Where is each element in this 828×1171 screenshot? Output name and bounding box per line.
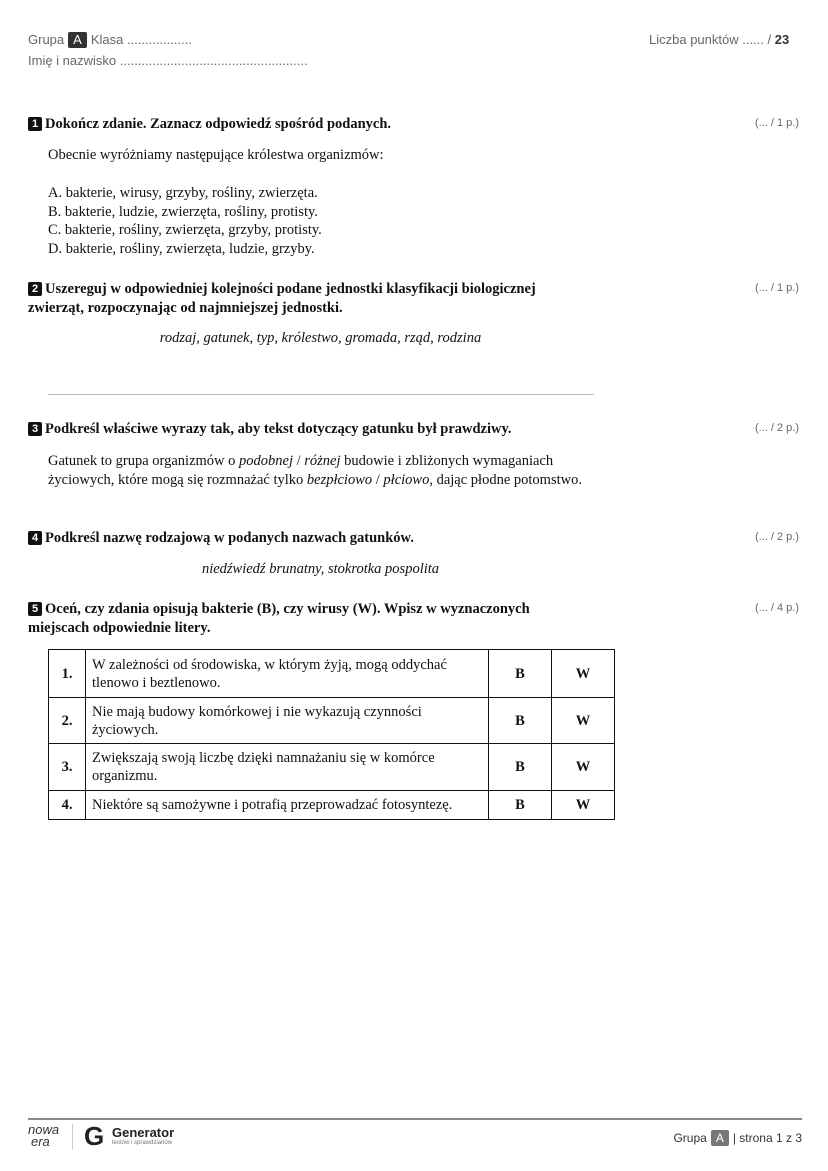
row-text: W zależności od środowiska, w którym żyją, mogą oddychać tlenowo i beztlenowo. bbox=[86, 650, 489, 698]
footer-divider bbox=[28, 1118, 802, 1120]
choice-plciowo[interactable]: płciowo bbox=[383, 471, 430, 488]
question-text: Podkreśl nazwę rodzajową w podanych nazwach gatunków. bbox=[45, 530, 414, 546]
separator: / bbox=[372, 471, 384, 488]
question-text: Oceń, czy zdania opisują bakterie (B), czy wirusy (W). Wpisz w wyznaczonych miejscach odpowiednie litery. bbox=[28, 601, 530, 636]
option-b[interactable]: B. bakterie, ludzie, zwierzęta, rośliny, protisty. bbox=[48, 203, 318, 220]
question-points: (... / 4 p.) bbox=[755, 602, 800, 614]
logo-divider bbox=[72, 1124, 73, 1150]
question-number: 2 bbox=[28, 282, 42, 296]
name-field[interactable]: Imię i nazwisko .................................................... bbox=[28, 53, 308, 68]
question-2-words: rodzaj, gatunek, typ, królestwo, gromada, rząd, rodzina bbox=[159, 330, 482, 346]
table-row bbox=[49, 650, 615, 698]
row-number: 3. bbox=[49, 744, 86, 791]
choice-roznej[interactable]: różnej bbox=[304, 453, 341, 469]
option-a[interactable]: A. bakterie, wirusy, grzyby, rośliny, zwierzęta. bbox=[48, 185, 318, 201]
group-label: Grupa bbox=[673, 1131, 707, 1145]
question-points: (... / 2 p.) bbox=[755, 531, 800, 543]
question-1-options bbox=[48, 184, 608, 258]
choice-bezplciowo[interactable]: bezpłciowo bbox=[306, 471, 373, 488]
group-label: Grupa bbox=[28, 32, 65, 47]
question-3-text bbox=[48, 452, 608, 489]
question-text: Podkreśl właściwe wyrazy tak, aby tekst dotyczący gatunku był prawdziwy. bbox=[45, 421, 512, 437]
answer-w[interactable]: W bbox=[552, 791, 615, 820]
row-number: 4. bbox=[49, 791, 86, 820]
table-row bbox=[49, 744, 615, 791]
group-line bbox=[28, 32, 192, 48]
class-field[interactable]: Klasa .................. bbox=[90, 32, 192, 47]
answer-b[interactable]: B bbox=[489, 650, 552, 698]
question-1-title bbox=[28, 115, 588, 134]
row-text: Nie mają budowy komórkowej i nie wykazują czynności życiowych. bbox=[86, 698, 489, 744]
points-max: 23 bbox=[774, 32, 790, 47]
option-c[interactable]: C. bakterie, rośliny, zwierzęta, grzyby, protisty. bbox=[48, 222, 322, 238]
question-1-stem: Obecnie wyróżniamy następujące królestwa organizmów: bbox=[48, 147, 384, 163]
text: budowie i zbliżonych wymaganiach życiowych, które mogą się rozmnażać tylko bbox=[48, 453, 554, 488]
answer-w[interactable]: W bbox=[552, 698, 615, 744]
text: Gatunek to grupa organizmów o bbox=[48, 453, 240, 469]
question-5-title bbox=[28, 600, 588, 638]
question-4-title bbox=[28, 529, 588, 548]
group-badge: A bbox=[68, 32, 87, 48]
row-number: 2. bbox=[49, 698, 86, 744]
text: , dając płodne potomstwo. bbox=[429, 471, 582, 488]
logo-text: nowa bbox=[28, 1122, 60, 1137]
question-3-title bbox=[28, 420, 588, 439]
logo-subtext: testów i sprawdzianów bbox=[112, 1140, 173, 1146]
question-number: 1 bbox=[28, 117, 42, 131]
question-number: 3 bbox=[28, 422, 42, 436]
question-4-words[interactable]: niedźwiedź brunatny, stokrotka pospolita bbox=[201, 561, 440, 577]
separator: / bbox=[292, 453, 305, 469]
question-points: (... / 1 p.) bbox=[755, 282, 800, 294]
answer-w[interactable]: W bbox=[552, 744, 615, 791]
choice-podobnej[interactable]: podobnej bbox=[239, 453, 293, 469]
answer-line[interactable] bbox=[48, 394, 594, 395]
question-points: (... / 1 p.) bbox=[755, 117, 800, 129]
points-total bbox=[649, 32, 789, 47]
page-number: | strona 1 z 3 bbox=[732, 1131, 802, 1145]
generator-g-icon: G bbox=[84, 1121, 105, 1151]
question-number: 5 bbox=[28, 602, 42, 616]
answer-w[interactable]: W bbox=[552, 650, 615, 698]
answer-b[interactable]: B bbox=[489, 698, 552, 744]
question-text: Dokończ zdanie. Zaznacz odpowiedź spośród podanych. bbox=[45, 116, 392, 132]
group-badge: A bbox=[711, 1130, 729, 1146]
table-row bbox=[49, 791, 615, 820]
table-row bbox=[49, 698, 615, 744]
answer-b[interactable]: B bbox=[489, 744, 552, 791]
logo-text: Generator bbox=[112, 1125, 175, 1140]
nowa-era-logo bbox=[28, 1124, 59, 1148]
option-d[interactable]: D. bakterie, rośliny, zwierzęta, ludzie, grzyby. bbox=[48, 240, 315, 257]
row-number: 1. bbox=[49, 650, 86, 698]
question-number: 4 bbox=[28, 531, 42, 545]
question-text: Uszereguj w odpowiedniej kolejności podane jednostki klasyfikacji biologicznej zwierząt, rozpoczynając od najmniejszej jednostki. bbox=[28, 281, 536, 316]
row-text: Niektóre są samożywne i potrafią przeprowadzać fotosyntezę. bbox=[86, 791, 489, 820]
question-5-table bbox=[48, 649, 615, 820]
logo-text: era bbox=[31, 1134, 50, 1149]
generator-logo bbox=[112, 1125, 174, 1146]
question-points: (... / 2 p.) bbox=[755, 422, 800, 434]
question-2-title bbox=[28, 280, 588, 318]
footer-page-info bbox=[673, 1130, 802, 1146]
row-text: Zwiększają swoją liczbę dzięki namnażaniu się w komórce organizmu. bbox=[86, 744, 489, 791]
answer-b[interactable]: B bbox=[489, 791, 552, 820]
points-label: Liczba punktów ...... / bbox=[649, 32, 772, 47]
